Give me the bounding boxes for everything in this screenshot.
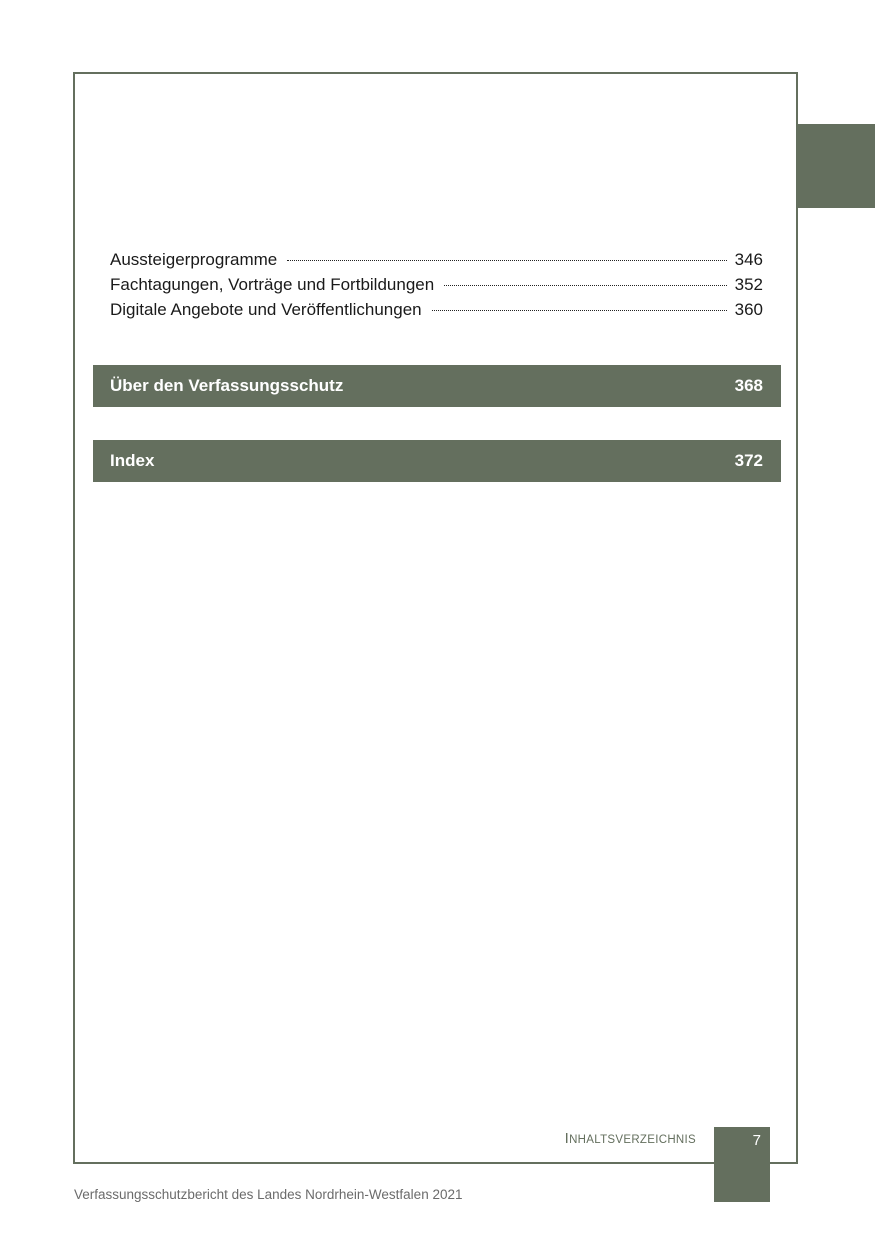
page-number-box [714, 1127, 770, 1202]
toc-entry[interactable] [110, 272, 763, 297]
running-footer: Verfassungsschutzbericht des Landes Nordrhein-Westfalen 2021 [74, 1187, 463, 1202]
section-label [565, 1130, 696, 1147]
chapter-page: 372 [734, 451, 763, 470]
section-label-rest: NHALTSVERZEICHNIS [569, 1134, 696, 1146]
page-frame [73, 72, 798, 1164]
toc-entry-page: 352 [734, 275, 763, 294]
toc-entry-page: 346 [734, 250, 763, 269]
chapter-side-tab [798, 124, 875, 208]
toc-entry-title: Digitale Angebote und Veröffentlichungen [110, 300, 422, 319]
toc-chapter-bar[interactable] [93, 365, 781, 407]
section-label-initial: I [564, 1130, 570, 1147]
chapter-title: Index [110, 451, 155, 470]
chapter-page: 368 [734, 376, 763, 395]
toc-entry-title: Aussteigerprogramme [110, 250, 278, 269]
toc-entry-list [110, 247, 763, 322]
page-number: 7 [752, 1132, 761, 1149]
chapter-title: Über den Verfassungsschutz [110, 376, 344, 395]
toc-chapter-bar[interactable] [93, 440, 781, 482]
toc-entry-page: 360 [734, 300, 763, 319]
toc-entry[interactable] [110, 297, 763, 322]
toc-entry[interactable] [110, 247, 763, 272]
dot-leader [432, 310, 727, 311]
dot-leader [287, 260, 726, 261]
dot-leader [444, 285, 726, 286]
toc-entry-title: Fachtagungen, Vorträge und Fortbildungen [110, 275, 435, 294]
